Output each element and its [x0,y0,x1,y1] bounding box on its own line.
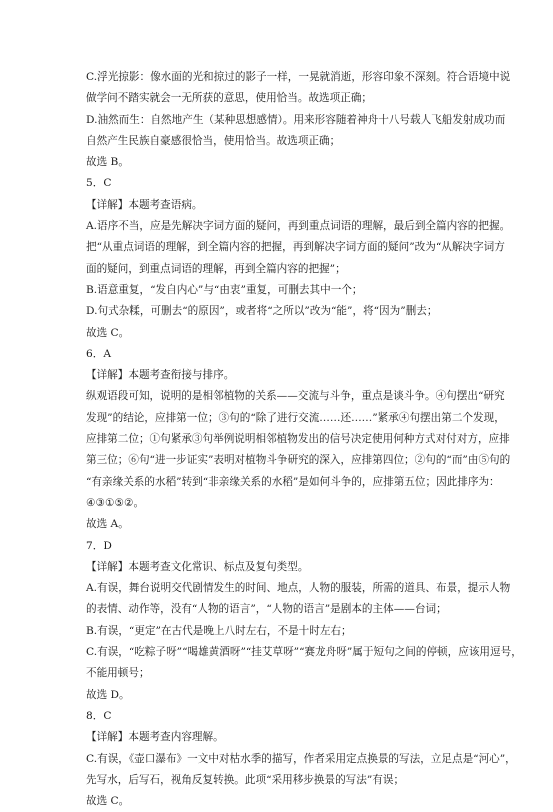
text-line: “有亲缘关系的水稻”转到“非亲缘关系的水稻”是如何斗争的，应排第五位；因此排序为： [86,475,500,488]
text-line: 应排第二位；①句紧承③句举例说明相邻植物发出的信号决定使用何种方式对付对方，应排 [86,433,510,446]
text-line: 故选 C。 [86,795,130,808]
text-line: C.有误，“吃粽子呀”“喝雄黄酒呀”“挂艾草呀”“赛龙舟呀”属于短句之间的停顿，应该用逗号， [86,646,522,659]
text-line: ④③①⑤②。 [86,496,145,509]
text-line: D.油然而生：自然地产生（某种思想感情）。用来形容随着神舟十八号载人飞船发射成功而 [86,113,506,126]
text-line: B.语意重复，“发自内心”与“由衷”重复，可删去其中一个； [86,283,363,296]
text-line: C.有误，《壶口瀑布》一文中对枯水季的描写，作者采用定点换景的写法，立足点是“河心”， [86,752,516,765]
text-line: D.句式杂糅，可删去“的原因”，或者将“之所以”改为“能”，将“因为”删去； [86,305,438,318]
text-line: 故选 C。 [86,326,130,339]
text-line: 【详解】本题考查语病。 [86,198,203,211]
text-line: 不能用顿号； [86,667,150,680]
text-line: 6．A [86,347,111,360]
text-line: 发现”的结论，应排第一位；③句的“除了进行交流……还……”紧承④句摆出第二个发现， [86,411,505,424]
text-line: 的表情、动作等，没有“人物的语言”，“人物的语言”是剧本的主体——台词； [86,603,447,616]
text-line: 8．C [86,709,112,722]
text-line: 7．D [86,539,112,552]
text-line: 先写水，后写石，视角反复转换。此项“采用移步换景的写法”有误； [86,773,405,786]
text-line: B.有误，“更定”在古代是晚上八时左右，不是十时左右； [86,624,352,637]
text-line: 第三位；⑥句“进一步证实”表明对植物斗争研究的深入，应排第四位；②句的“而”由⑤句的 [86,454,511,467]
text-line: 【详解】本题考查内容理解。 [86,731,224,744]
text-line: 5．C [86,177,112,190]
text-line: 【详解】本题考查衔接与排序。 [86,369,235,382]
text-line: 自然产生民族自豪感很恰当，使用恰当。故选项正确； [86,134,341,147]
text-line: A.语序不当，应是先解决字词方面的疑问，再到重点词语的理解，最后到全篇内容的把握。 [86,220,511,233]
text-line: 把“从重点词语的理解，到全篇内容的把握，再到解决字词方面的疑问”改为“从解决字词方 [86,241,505,254]
text-line: 【详解】本题考查文化常识、标点及复句类型。 [86,560,309,573]
text-line: 做学问不踏实就会一无所获的意思，使用恰当。故选项正确； [86,92,373,105]
text-line: C.浮光掠影：像水面的光和掠过的影子一样，一晃就消逝，形容印象不深刻。符合语境中说 [86,71,511,83]
text-line: 故选 D。 [86,688,130,701]
text-line: A.有误，舞台说明交代剧情发生的时间、地点，人物的服装，所需的道具、布景，提示人物 [86,582,511,595]
document-page [86,67,522,812]
text-line: 故选 A。 [86,518,129,531]
text-line: 故选 B。 [86,156,129,169]
text-line: 面的疑问，到重点词语的理解，再到全篇内容的把握”； [86,262,346,275]
text-line: 纵观语段可知，说明的是相邻植物的关系——交流与斗争，重点是谈斗争。④句摆出“研究 [86,390,505,403]
